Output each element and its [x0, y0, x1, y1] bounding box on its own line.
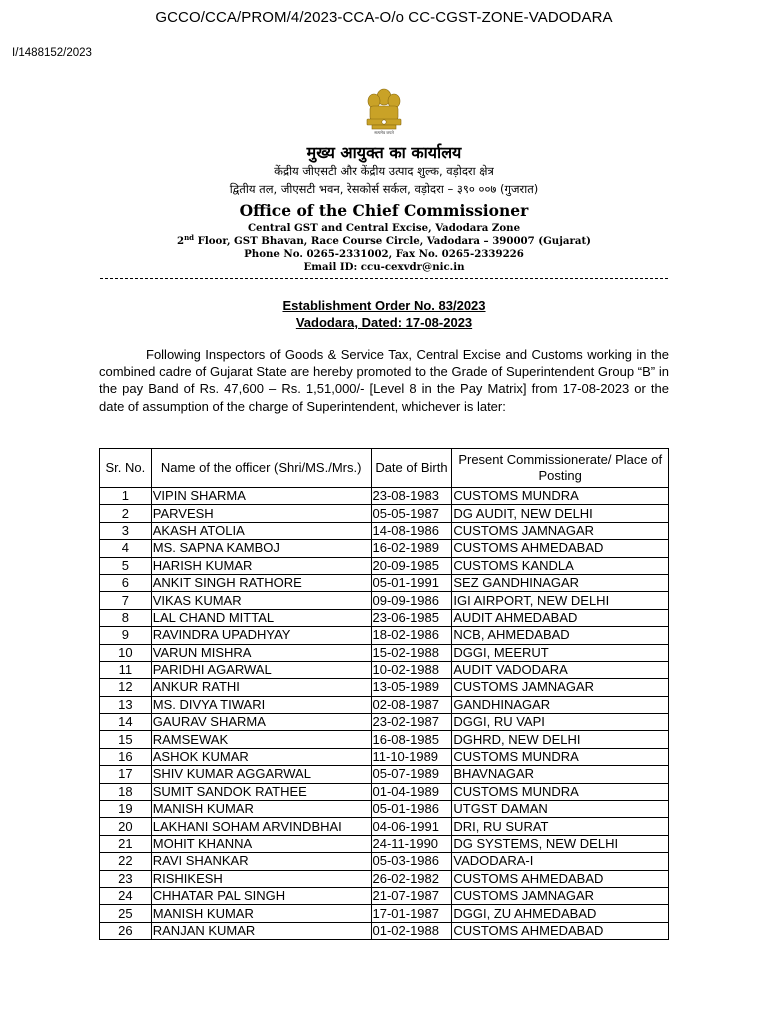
table-row — [100, 835, 669, 852]
english-phone-line: Phone No. 0265-2331002, Fax No. 0265-2339226 — [244, 248, 524, 260]
date-of-birth-cell: 15-02-1988 — [371, 644, 452, 661]
officer-name-cell: SUMIT SANDOK RATHEE — [151, 783, 371, 800]
posting-cell: DRI, RU SURAT — [452, 818, 669, 835]
sr-no-cell: 10 — [100, 644, 152, 661]
emblem-caption: सत्यमेव जयते — [374, 130, 394, 135]
sr-no-cell: 25 — [100, 905, 152, 922]
table-row — [100, 574, 669, 591]
hindi-address-line: द्वितीय तल, जीएसटी भवन, रेसकोर्स सर्कल, वड़ोदरा – ३९० ००७ (गुजरात) — [229, 182, 539, 196]
officer-name-cell: MANISH KUMAR — [151, 801, 371, 818]
english-email-line: Email ID: ccu-cexvdr@nic.in — [303, 261, 465, 273]
date-of-birth-cell: 14-08-1986 — [371, 522, 452, 539]
officer-name-cell: MS. DIVYA TIWARI — [151, 696, 371, 713]
table-row — [100, 609, 669, 626]
sr-no-cell: 17 — [100, 766, 152, 783]
table-row — [100, 905, 669, 922]
posting-cell: IGI AIRPORT, NEW DELHI — [452, 592, 669, 609]
officer-name-cell: SHIV KUMAR AGGARWAL — [151, 766, 371, 783]
officer-name-cell: PARIDHI AGARWAL — [151, 661, 371, 678]
date-of-birth-cell: 05-03-1986 — [371, 853, 452, 870]
posting-cell: DGGI, MEERUT — [452, 644, 669, 661]
header-officer-name: Name of the officer (Shri/MS./Mrs.) — [151, 449, 371, 488]
posting-cell: CUSTOMS AHMEDABAD — [452, 540, 669, 557]
header-date-of-birth: Date of Birth — [371, 449, 452, 488]
date-of-birth-cell: 01-02-1988 — [371, 922, 452, 939]
posting-cell: DG AUDIT, NEW DELHI — [452, 505, 669, 522]
hindi-office-title: मुख्य आयुक्त का कार्यालय — [306, 143, 462, 162]
table-row — [100, 661, 669, 678]
sr-no-cell: 15 — [100, 731, 152, 748]
officer-name-cell: LAKHANI SOHAM ARVINDBHAI — [151, 818, 371, 835]
officer-name-cell: RAVINDRA UPADHYAY — [151, 627, 371, 644]
table-row — [100, 696, 669, 713]
posting-cell: VADODARA-I — [452, 853, 669, 870]
posting-cell: SEZ GANDHINAGAR — [452, 574, 669, 591]
date-of-birth-cell: 21-07-1987 — [371, 887, 452, 904]
date-of-birth-cell: 09-09-1986 — [371, 592, 452, 609]
sr-no-cell: 13 — [100, 696, 152, 713]
table-row — [100, 714, 669, 731]
officer-name-cell: CHHATAR PAL SINGH — [151, 887, 371, 904]
sr-no-cell: 16 — [100, 748, 152, 765]
sr-no-cell: 2 — [100, 505, 152, 522]
officer-name-cell: ANKIT SINGH RATHORE — [151, 574, 371, 591]
document-id: I/1488152/2023 — [12, 47, 92, 59]
date-of-birth-cell: 01-04-1989 — [371, 783, 452, 800]
sr-no-cell: 8 — [100, 609, 152, 626]
sr-no-cell: 9 — [100, 627, 152, 644]
english-address-line — [0, 235, 768, 247]
date-of-birth-cell: 05-05-1987 — [371, 505, 452, 522]
table-row — [100, 644, 669, 661]
date-of-birth-cell: 17-01-1987 — [371, 905, 452, 922]
sr-no-cell: 11 — [100, 661, 152, 678]
sr-no-cell: 7 — [100, 592, 152, 609]
posting-cell: CUSTOMS MUNDRA — [452, 748, 669, 765]
officer-name-cell: VIPIN SHARMA — [151, 488, 371, 505]
sr-no-cell: 22 — [100, 853, 152, 870]
date-of-birth-cell: 24-11-1990 — [371, 835, 452, 852]
header-sr-no: Sr. No. — [100, 449, 152, 488]
header-posting: Present Commissionerate/ Place of Posting — [452, 449, 669, 488]
officer-name-cell: PARVESH — [151, 505, 371, 522]
file-reference: GCCO/CCA/PROM/4/2023-CCA-O/o CC-CGST-ZONE-VADODARA — [155, 9, 613, 26]
officers-table — [99, 448, 669, 940]
table-row — [100, 766, 669, 783]
sr-no-cell: 4 — [100, 540, 152, 557]
table-row — [100, 870, 669, 887]
officer-name-cell: ANKUR RATHI — [151, 679, 371, 696]
date-of-birth-cell: 23-02-1987 — [371, 714, 452, 731]
sr-no-cell: 1 — [100, 488, 152, 505]
posting-cell: CUSTOMS AHMEDABAD — [452, 922, 669, 939]
table-row — [100, 540, 669, 557]
posting-cell: DGGI, RU VAPI — [452, 714, 669, 731]
posting-cell: CUSTOMS AHMEDABAD — [452, 870, 669, 887]
posting-cell: CUSTOMS MUNDRA — [452, 783, 669, 800]
table-row — [100, 488, 669, 505]
date-of-birth-cell: 13-05-1989 — [371, 679, 452, 696]
table-row — [100, 627, 669, 644]
table-row — [100, 679, 669, 696]
officer-name-cell: AKASH ATOLIA — [151, 522, 371, 539]
date-of-birth-cell: 20-09-1985 — [371, 557, 452, 574]
table-row — [100, 557, 669, 574]
english-office-title: Office of the Chief Commissioner — [239, 201, 529, 220]
table-row — [100, 522, 669, 539]
table-row — [100, 853, 669, 870]
posting-cell: CUSTOMS KANDLA — [452, 557, 669, 574]
posting-cell: UTGST DAMAN — [452, 801, 669, 818]
sr-no-cell: 14 — [100, 714, 152, 731]
date-of-birth-cell: 10-02-1988 — [371, 661, 452, 678]
posting-cell: AUDIT VADODARA — [452, 661, 669, 678]
table-row — [100, 592, 669, 609]
table-row — [100, 783, 669, 800]
posting-cell: GANDHINAGAR — [452, 696, 669, 713]
sr-no-cell: 23 — [100, 870, 152, 887]
officer-name-cell: RAVI SHANKAR — [151, 853, 371, 870]
officer-name-cell: MANISH KUMAR — [151, 905, 371, 922]
officer-name-cell: VARUN MISHRA — [151, 644, 371, 661]
officer-name-cell: GAURAV SHARMA — [151, 714, 371, 731]
order-date: Vadodara, Dated: 17-08-2023 — [295, 315, 473, 330]
officer-name-cell: ASHOK KUMAR — [151, 748, 371, 765]
sr-no-cell: 3 — [100, 522, 152, 539]
date-of-birth-cell: 11-10-1989 — [371, 748, 452, 765]
sr-no-cell: 24 — [100, 887, 152, 904]
officer-name-cell: VIKAS KUMAR — [151, 592, 371, 609]
sr-no-cell: 19 — [100, 801, 152, 818]
hindi-department-line: केंद्रीय जीएसटी और केंद्रीय उत्पाद शुल्क, वड़ोदरा क्षेत्र — [274, 164, 494, 178]
sr-no-cell: 20 — [100, 818, 152, 835]
posting-cell: NCB, AHMEDABAD — [452, 627, 669, 644]
floor-suffix: nd — [184, 233, 195, 242]
sr-no-cell: 18 — [100, 783, 152, 800]
sr-no-cell: 5 — [100, 557, 152, 574]
sr-no-cell: 12 — [100, 679, 152, 696]
date-of-birth-cell: 05-01-1986 — [371, 801, 452, 818]
date-of-birth-cell: 16-02-1989 — [371, 540, 452, 557]
order-title: Establishment Order No. 83/2023 — [282, 298, 486, 313]
officer-name-cell: RISHIKESH — [151, 870, 371, 887]
order-body: Following Inspectors of Goods & Service Tax, Central Excise and Customs working in the combined cadre of Gujarat State are hereby promoted to the Grade of Superintendent Group “B” in the pay Band of Rs. 47,600 – Rs. 1,51,000/- [Level 8 in the Pay Matrix] from 17-08-2023 or the date of assumption of the charge of Superintendent, whichever is later: — [99, 347, 669, 414]
table-header-row — [100, 449, 669, 488]
table-row — [100, 748, 669, 765]
date-of-birth-cell: 23-08-1983 — [371, 488, 452, 505]
table-row — [100, 505, 669, 522]
officer-rows — [100, 488, 669, 940]
posting-cell: CUSTOMS JAMNAGAR — [452, 887, 669, 904]
posting-cell: CUSTOMS MUNDRA — [452, 488, 669, 505]
officer-name-cell: MOHIT KHANNA — [151, 835, 371, 852]
posting-cell: DGGI, ZU AHMEDABAD — [452, 905, 669, 922]
sr-no-cell: 26 — [100, 922, 152, 939]
date-of-birth-cell: 02-08-1987 — [371, 696, 452, 713]
sr-no-cell: 21 — [100, 835, 152, 852]
officer-name-cell: LAL CHAND MITTAL — [151, 609, 371, 626]
officer-name-cell: RAMSEWAK — [151, 731, 371, 748]
date-of-birth-cell: 23-06-1985 — [371, 609, 452, 626]
date-of-birth-cell: 05-01-1991 — [371, 574, 452, 591]
table-row — [100, 731, 669, 748]
officer-name-cell: MS. SAPNA KAMBOJ — [151, 540, 371, 557]
table-row — [100, 887, 669, 904]
table-row — [100, 801, 669, 818]
officer-name-cell: RANJAN KUMAR — [151, 922, 371, 939]
posting-cell: CUSTOMS JAMNAGAR — [452, 679, 669, 696]
address-rest: Floor, GST Bhavan, Race Course Circle, Vadodara – 390007 (Gujarat) — [194, 235, 591, 247]
floor-number: 2 — [177, 235, 185, 247]
table-row — [100, 922, 669, 939]
date-of-birth-cell: 05-07-1989 — [371, 766, 452, 783]
posting-cell: CUSTOMS JAMNAGAR — [452, 522, 669, 539]
table-row — [100, 818, 669, 835]
posting-cell: DGHRD, NEW DELHI — [452, 731, 669, 748]
date-of-birth-cell: 18-02-1986 — [371, 627, 452, 644]
posting-cell: BHAVNAGAR — [452, 766, 669, 783]
date-of-birth-cell: 16-08-1985 — [371, 731, 452, 748]
date-of-birth-cell: 26-02-1982 — [371, 870, 452, 887]
english-department-line: Central GST and Central Excise, Vadodara Zone — [247, 222, 521, 234]
sr-no-cell: 6 — [100, 574, 152, 591]
posting-cell: AUDIT AHMEDABAD — [452, 609, 669, 626]
officer-name-cell: HARISH KUMAR — [151, 557, 371, 574]
letterhead-divider — [100, 278, 668, 279]
posting-cell: DG SYSTEMS, NEW DELHI — [452, 835, 669, 852]
date-of-birth-cell: 04-06-1991 — [371, 818, 452, 835]
